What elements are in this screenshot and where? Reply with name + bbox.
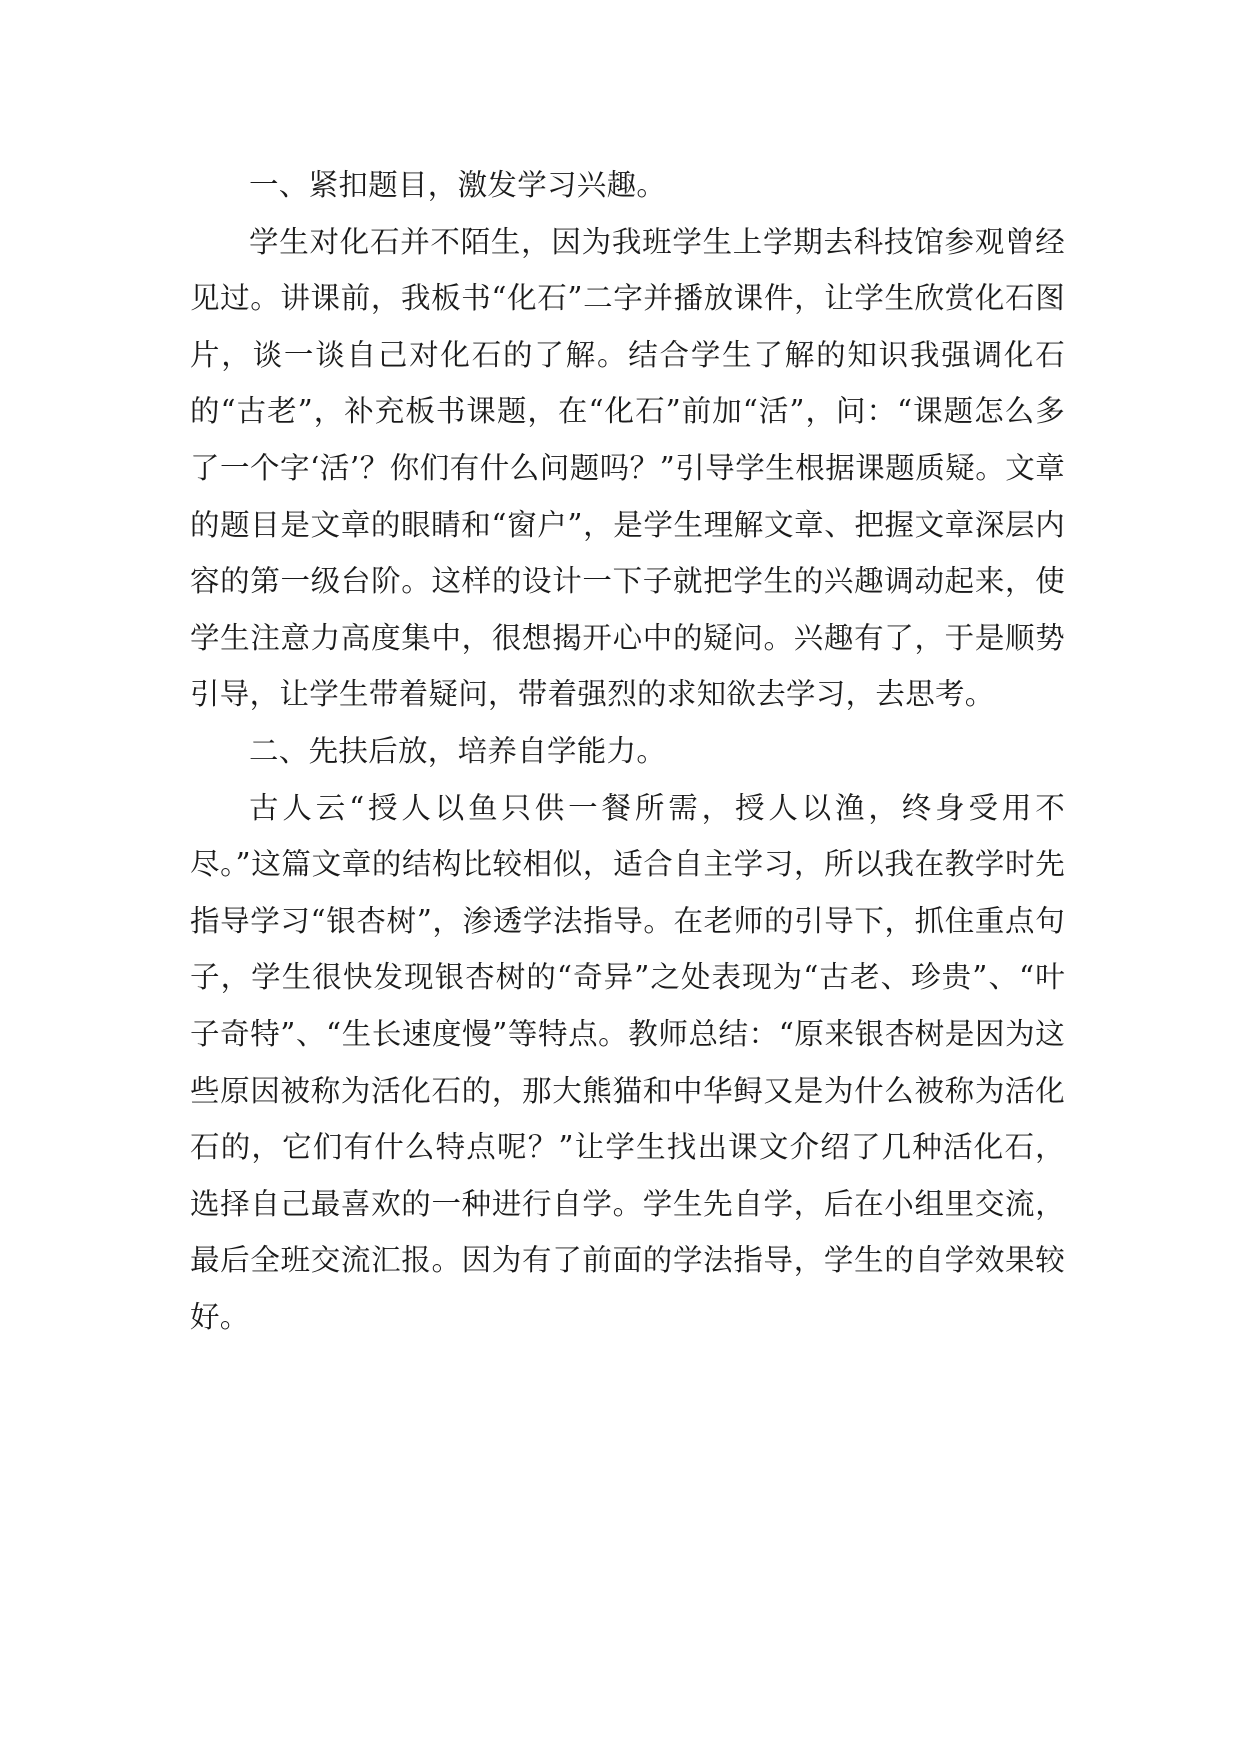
section-paragraph-1: 学生对化石并不陌生，因为我班学生上学期去科技馆参观曾经见过。讲课前，我板书“化石”二字并播放课件，让学生欣赏化石图片，谈一谈自己对化石的了解。结合学生了解的知识我强调化石的“古老”，补充板书课题，在“化石”前加“活”，问：“课题怎么多了一个字‘活’？你们有什么问题吗？”引导学生根据课题质疑。文章的题目是文章的眼睛和“窗户”，是学生理解文章、把握文章深层内容的第一级台阶。这样的设计一下子就把学生的兴趣调动起来，使学生注意力高度集中，很想揭开心中的疑问。兴趣有了，于是顺势引导，让学生带着疑问，带着强烈的求知欲去学习，去思考。 — [190, 224, 1065, 712]
section-heading-1: 一、紧扣题目，激发学习兴趣。 — [249, 168, 667, 202]
document-body — [190, 157, 1065, 1345]
section-paragraph-2: 古人云“授人以鱼只供一餐所需，授人以渔，终身受用不尽。”这篇文章的结构比较相似，适合自主学习，所以我在教学时先指导学习“银杏树”，渗透学法指导。在老师的引导下，抓住重点句子，学生很快发现银杏树的“奇异”之处表现为“古老、珍贵”、“叶子奇特”、“生长速度慢”等特点。教师总结：“原来银杏树是因为这些原因被称为活化石的，那大熊猫和中华鲟又是为什么被称为活化石的，它们有什么特点呢？”让学生找出课文介绍了几种活化石，选择自己最喜欢的一种进行自学。学生先自学，后在小组里交流，最后全班交流汇报。因为有了前面的学法指导，学生的自学效果较好。 — [190, 790, 1065, 1334]
section-heading-2: 二、先扶后放，培养自学能力。 — [249, 733, 667, 768]
